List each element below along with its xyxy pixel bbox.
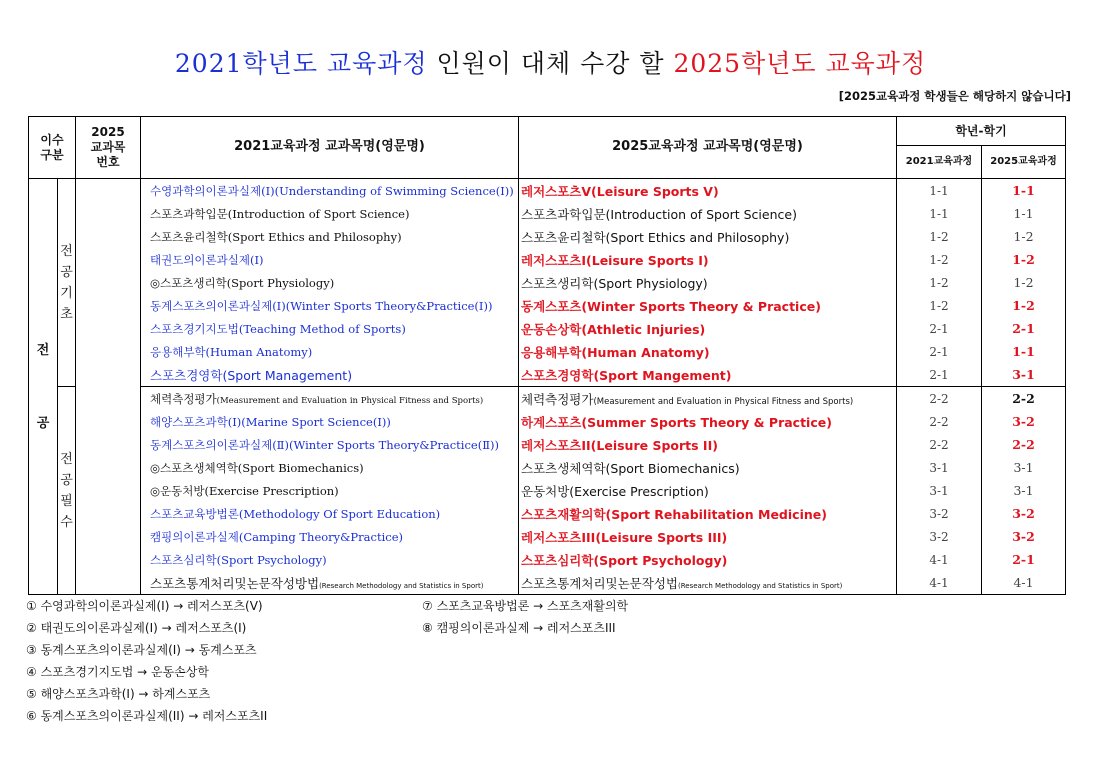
term-2021: 1-2	[897, 248, 982, 271]
table-row	[29, 294, 1066, 317]
table-row	[29, 479, 1066, 502]
term-2021: 4-1	[897, 571, 982, 595]
course-2021: 스포츠심리학(Sport Psychology)	[141, 548, 519, 571]
course-2021: ◎스포츠생체역학(Sport Biomechanics)	[141, 456, 519, 479]
course-2021: 체력측정평가(Measurement and Evaluation in Physical Fitness and Sports)	[141, 387, 519, 411]
course-2025: 응용해부학(Human Anatomy)	[519, 340, 897, 363]
course-2025: 레저스포츠II(Leisure Sports II)	[519, 433, 897, 456]
header-2021-course: 2021교육과정 교과목명(영문명)	[141, 117, 519, 179]
footnote: ④ 스포츠경기지도법 → 운동손상학	[26, 665, 209, 679]
term-2025: 3-1	[982, 479, 1066, 502]
term-2025: 3-1	[982, 456, 1066, 479]
course-2025: 레저스포츠V(Leisure Sports V)	[519, 179, 897, 203]
table-row	[29, 271, 1066, 294]
course-2021: 해양스포츠과학(Ⅰ)(Marine Sport Science(Ⅰ))	[141, 410, 519, 433]
footnote: ⑦ 스포츠교육방법론 → 스포츠재활의학	[422, 599, 629, 613]
term-2025: 1-2	[982, 248, 1066, 271]
term-2025: 3-2	[982, 502, 1066, 525]
header-number: 2025 교과목 번호	[76, 117, 141, 179]
term-2025: 1-2	[982, 271, 1066, 294]
title-2021: 2021학년도 교육과정	[174, 49, 428, 78]
course-2025: 스포츠통계처리및논문작성법(Research Methodology and Statistics in Sport)	[519, 571, 897, 595]
course-2021: 스포츠과학입문(Introduction of Sport Science)	[141, 202, 519, 225]
table-row	[29, 433, 1066, 456]
course-2025: 스포츠경영학(Sport Mangement)	[519, 363, 897, 387]
course-2025: 스포츠심리학(Sport Psychology)	[519, 548, 897, 571]
term-2025: 2-2	[982, 433, 1066, 456]
term-2025: 3-2	[982, 410, 1066, 433]
footnote: ③ 동계스포츠의이론과실제(I) → 동계스포츠	[26, 643, 257, 657]
course-2021: 동계스포츠의이론과실제(Ⅱ)(Winter Sports Theory&Practice(Ⅱ))	[141, 433, 519, 456]
course-2021: 응용해부학(Human Anatomy)	[141, 340, 519, 363]
course-2021: 스포츠경영학(Sport Management)	[141, 363, 519, 387]
term-2021: 3-2	[897, 502, 982, 525]
term-2025: 2-1	[982, 317, 1066, 340]
table-row	[29, 179, 1066, 203]
term-2021: 3-1	[897, 479, 982, 502]
header-type: 이수 구분	[29, 117, 76, 179]
header-2025-course: 2025교육과정 교과목명(영문명)	[519, 117, 897, 179]
footnote: ⑥ 동계스포츠의이론과실제(II) → 레저스포츠II	[26, 709, 268, 723]
title-2025: 2025학년도 교육과정	[673, 49, 927, 78]
course-2021: 스포츠통계처리및논문작성방법(Research Methodology and Statistics in Sport)	[141, 571, 519, 595]
course-2021: 태권도의이론과실제(Ⅰ)	[141, 248, 519, 271]
term-2025: 3-2	[982, 525, 1066, 548]
table-row	[29, 525, 1066, 548]
course-2025: 운동손상학(Athletic Injuries)	[519, 317, 897, 340]
term-2025: 2-1	[982, 548, 1066, 571]
table-row	[29, 202, 1066, 225]
major-label: 전 공	[29, 179, 58, 595]
term-2021: 2-2	[897, 410, 982, 433]
term-2025: 1-1	[982, 340, 1066, 363]
footnotes-left	[26, 595, 267, 727]
course-2021: 동계스포츠의이론과실제(Ⅰ)(Winter Sports Theory&Practice(Ⅰ))	[141, 294, 519, 317]
footnote: ⑧ 캠핑의이론과실제 → 레저스포츠III	[422, 621, 616, 635]
header-term-2021: 2021교육과정	[897, 146, 982, 179]
course-2025: 동계스포츠(Winter Sports Theory & Practice)	[519, 294, 897, 317]
header-term-2025: 2025교육과정	[982, 146, 1066, 179]
curriculum-table	[28, 116, 1066, 595]
term-2021: 1-2	[897, 225, 982, 248]
term-2021: 2-2	[897, 387, 982, 411]
course-2025: 스포츠윤리철학(Sport Ethics and Philosophy)	[519, 225, 897, 248]
term-2025: 4-1	[982, 571, 1066, 595]
term-2025: 2-2	[982, 387, 1066, 411]
course-2025: 레저스포츠III(Leisure Sports III)	[519, 525, 897, 548]
table-row	[29, 363, 1066, 387]
table-row	[29, 340, 1066, 363]
course-2021: 수영과학의이론과실제(Ⅰ)(Understanding of Swimming Science(Ⅰ))	[141, 179, 519, 203]
term-2025: 1-1	[982, 179, 1066, 203]
footnote: ① 수영과학의이론과실제(I) → 레저스포츠(V)	[26, 599, 263, 613]
term-2021: 2-2	[897, 433, 982, 456]
course-2025: 레저스포츠I(Leisure Sports I)	[519, 248, 897, 271]
term-2025: 3-1	[982, 363, 1066, 387]
term-2021: 4-1	[897, 548, 982, 571]
course-2021: ◎스포츠생리학(Sport Physiology)	[141, 271, 519, 294]
term-2021: 1-1	[897, 202, 982, 225]
term-2021: 3-1	[897, 456, 982, 479]
course-2025: 운동처방(Exercise Prescription)	[519, 479, 897, 502]
course-2021: 캠핑의이론과실제(Camping Theory&Practice)	[141, 525, 519, 548]
term-2025: 1-2	[982, 225, 1066, 248]
term-2021: 3-2	[897, 525, 982, 548]
term-2021: 2-1	[897, 363, 982, 387]
table-row	[29, 410, 1066, 433]
term-2021: 1-1	[897, 179, 982, 203]
footnote: ② 태권도의이론과실제(I) → 레저스포츠(I)	[26, 621, 247, 635]
table-row	[29, 225, 1066, 248]
course-2025: 하계스포츠(Summer Sports Theory & Practice)	[519, 410, 897, 433]
page-title	[0, 44, 1101, 80]
title-middle: 인원이 대체 수강 할	[427, 49, 674, 78]
term-2021: 2-1	[897, 317, 982, 340]
course-2021: ◎운동처방(Exercise Prescription)	[141, 479, 519, 502]
footnote: ⑤ 해양스포츠과학(I) → 하계스포츠	[26, 687, 211, 701]
required-label: 전 공 필 수	[58, 387, 76, 595]
term-2021: 1-2	[897, 271, 982, 294]
table-row	[29, 317, 1066, 340]
course-number-cell	[76, 179, 141, 595]
table-row	[29, 571, 1066, 595]
table-row	[29, 548, 1066, 571]
table-row	[29, 502, 1066, 525]
course-2025: 스포츠과학입문(Introduction of Sport Science)	[519, 202, 897, 225]
course-2025: 스포츠생리학(Sport Physiology)	[519, 271, 897, 294]
course-2021: 스포츠윤리철학(Sport Ethics and Philosophy)	[141, 225, 519, 248]
table-row	[29, 456, 1066, 479]
term-2025: 1-1	[982, 202, 1066, 225]
term-2025: 1-2	[982, 294, 1066, 317]
basic-label: 전 공 기 초	[58, 179, 76, 387]
course-2021: 스포츠경기지도법(Teaching Method of Sports)	[141, 317, 519, 340]
notice-text: [2025교육과정 학생들은 해당하지 않습니다]	[838, 89, 1071, 103]
course-2025: 스포츠재활의학(Sport Rehabilitation Medicine)	[519, 502, 897, 525]
term-2021: 2-1	[897, 340, 982, 363]
course-2025: 체력측정평가(Measurement and Evaluation in Physical Fitness and Sports)	[519, 387, 897, 411]
table-row	[29, 387, 1066, 411]
course-2021: 스포츠교육방법론(Methodology Of Sport Education)	[141, 502, 519, 525]
table-row	[29, 248, 1066, 271]
course-2025: 스포츠생체역학(Sport Biomechanics)	[519, 456, 897, 479]
header-term: 학년-학기	[897, 117, 1066, 146]
footnotes-right	[422, 595, 628, 639]
term-2021: 1-2	[897, 294, 982, 317]
